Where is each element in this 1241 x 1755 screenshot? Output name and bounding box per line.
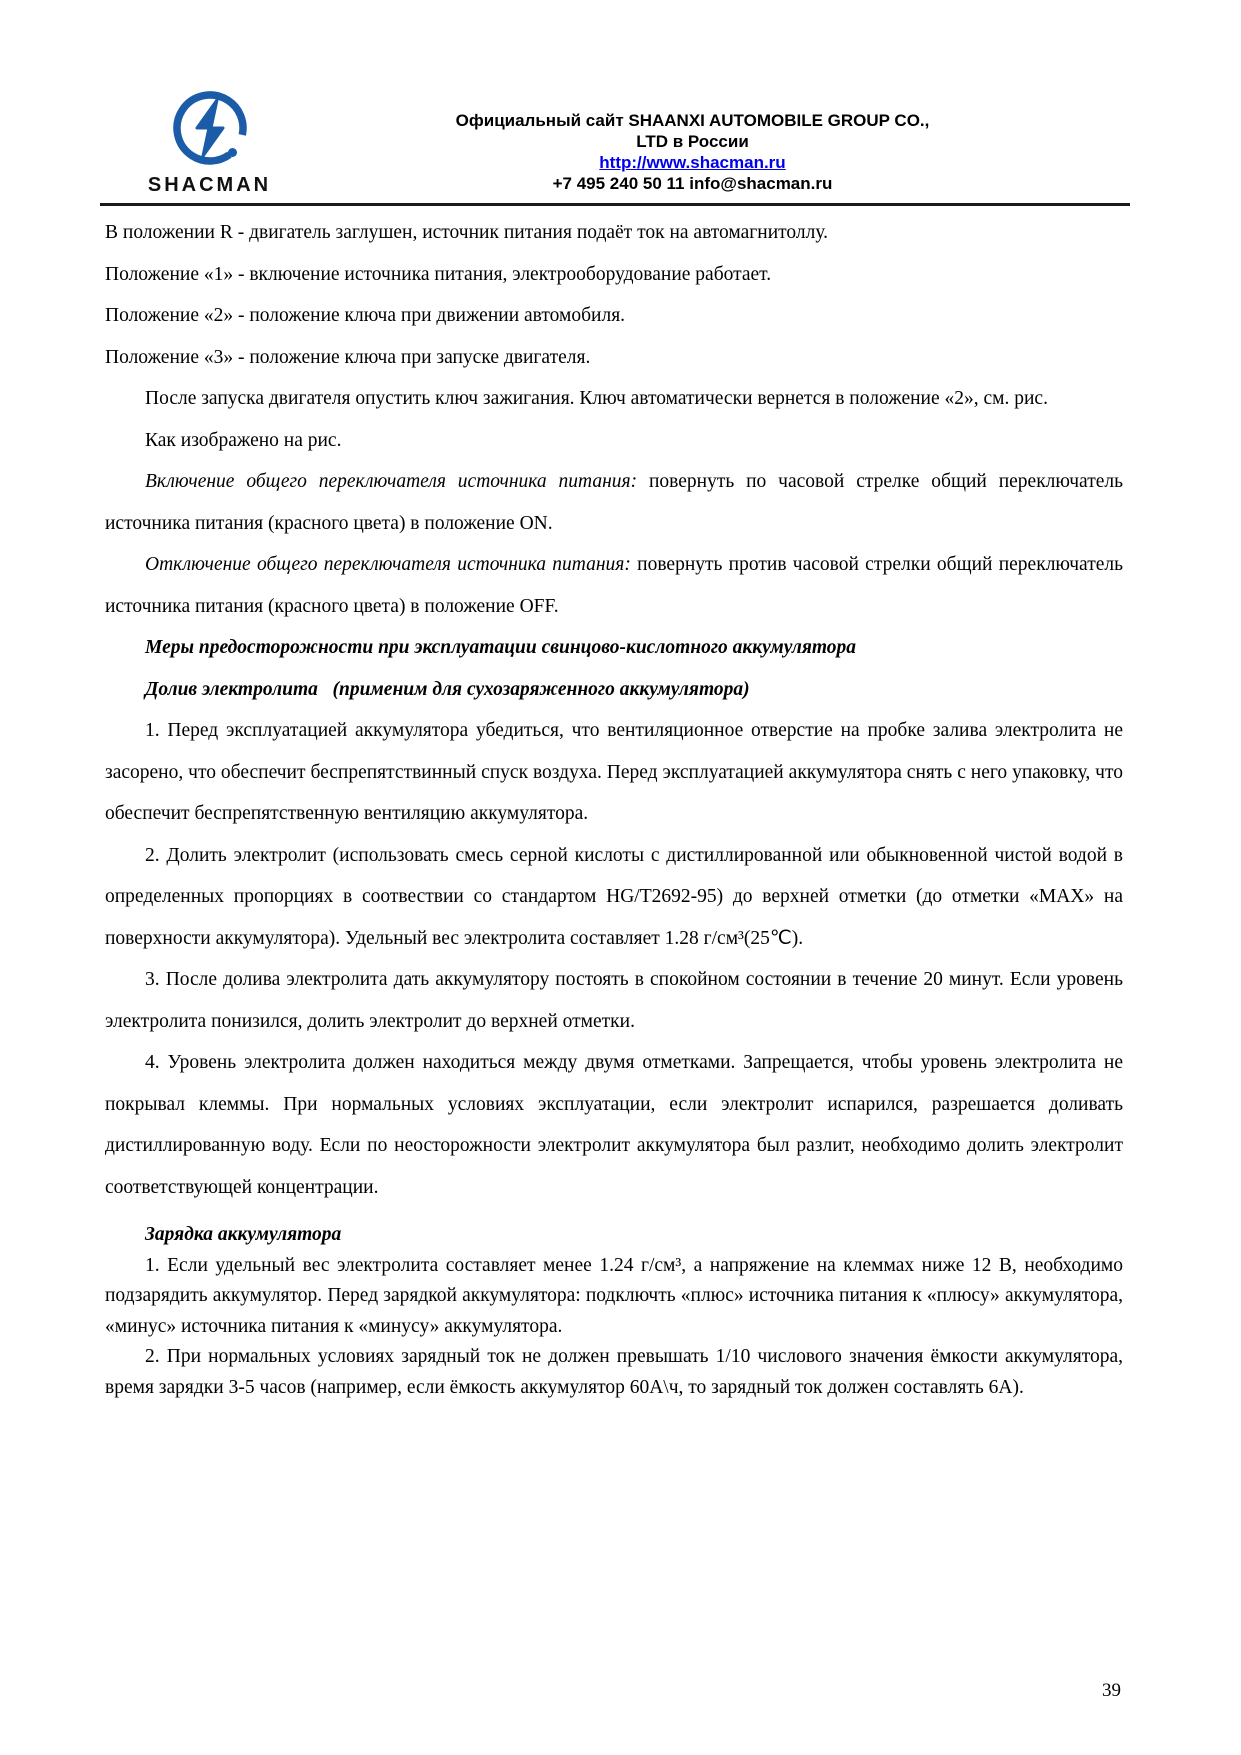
page-header xyxy=(100,88,1130,206)
list-item: 4. Уровень электролита должен находиться между двумя отметками. Запрещается, чтобы уровень электролита не покрывал клеммы. При нормальных условиях эксплуатации, если электролит испарился, разрешается доливать дистиллированную воду. Если по неосторожности электролит аккумулятора был разлит, необходимо долить электролит соответствующей концентрации. xyxy=(105,1052,1123,1198)
list-item: 2. Долить электролит (использовать смесь серной кислоты с дистиллированной или обыкновенной чистой водой в определенных пропорциях в соотвествии со стандартом HG/T2692-95) до верхней отметки (до отметки «MAX» на поверхности аккумулятора). Удельный вес электролита составляет 1.28 г/см³(25℃). xyxy=(105,844,1123,949)
section-heading-electrolyte: Долив электролита (применим для сухозаряженного аккумулятора) xyxy=(145,678,750,700)
paragraph-text: повернуть по часовой стрелке общий переключатель источника питания (красного цвета) в положение ON. xyxy=(105,471,1123,534)
paragraph: Положение «1» - включение источника питания, электрооборудование работает. xyxy=(105,263,772,285)
paragraph: После запуска двигателя опустить ключ зажигания. Ключ автоматически вернется в положение «2», см. рис. xyxy=(145,388,1048,409)
charging-section xyxy=(105,1220,1123,1403)
paragraph: Положение «3» - положение ключа при запуске двигателя. xyxy=(105,346,591,368)
site-title-line1: Официальный сайт SHAANXI AUTOMOBILE GROUP CO., xyxy=(455,111,930,130)
list-item: 2. При нормальных условиях зарядный ток не должен превышать 1/10 числового значения ёмкости аккумулятора, время зарядки 3-5 часов (например, если ёмкость аккумулятор 60А\ч, то зарядный ток должен составлять 6А). xyxy=(105,1346,1123,1398)
italic-lead: Включение общего переключателя источника питания: xyxy=(145,471,638,492)
document-body xyxy=(105,212,1123,1403)
site-url-row xyxy=(315,152,1070,173)
lightning-bolt-logo-icon xyxy=(170,88,250,172)
section-heading-charging: Зарядка аккумулятора xyxy=(145,1224,342,1245)
list-item: 1. Перед эксплуатацией аккумулятора убедиться, что вентиляционное отверстие на пробке залива электролита не засорено, что обеспечит беспрепятствинный спуск воздуха. Перед эксплуатацией аккумулятора снять с него упаковку, что обеспечит беспрепятственную вентиляцию аккумулятора. xyxy=(105,720,1123,824)
section-heading-precautions: Меры предосторожности при эксплуатации свинцово-кислотного аккумулятора xyxy=(145,637,857,658)
shacman-logo xyxy=(100,88,315,197)
paragraph: Положение «2» - положение ключа при движении автомобиля. xyxy=(105,305,626,326)
paragraph xyxy=(105,544,1123,627)
list-item: 3. После долива электролита дать аккумулятору постоять в спокойном состоянии в течение 20 минут. Если уровень электролита понизился, долить электролит до верхней отметки. xyxy=(105,969,1123,1032)
site-title-line2: LTD в России xyxy=(636,132,749,151)
site-contacts: +7 495 240 50 11 info@shacman.ru xyxy=(552,174,833,193)
list-item: 1. Если удельный вес электролита составляет менее 1.24 г/см³, а напряжение на клеммах ниже 12 В, необходимо подзарядить аккумулятор. Перед зарядкой аккумулятора: подключть «плюс» источника питания к «плюсу» аккумулятора, «минус» источника питания к «минусу» аккумулятора. xyxy=(105,1254,1123,1337)
brand-label: SHACMAN xyxy=(147,174,272,196)
header-info xyxy=(315,88,1130,194)
italic-lead: Отключение общего переключателя источника питания: xyxy=(145,554,631,575)
paragraph: В положении R - двигатель заглушен, источник питания подаёт ток на автомагнитоллу. xyxy=(105,222,829,243)
paragraph xyxy=(105,461,1123,544)
paragraph-text: повернуть против часовой стрелки общий переключатель источника питания (красного цвета) в положение OFF. xyxy=(105,554,1124,617)
paragraph: Как изображено на рис. xyxy=(145,429,342,451)
page-number: 39 xyxy=(1102,1680,1121,1701)
site-url-link[interactable]: http://www.shacman.ru xyxy=(599,153,786,172)
